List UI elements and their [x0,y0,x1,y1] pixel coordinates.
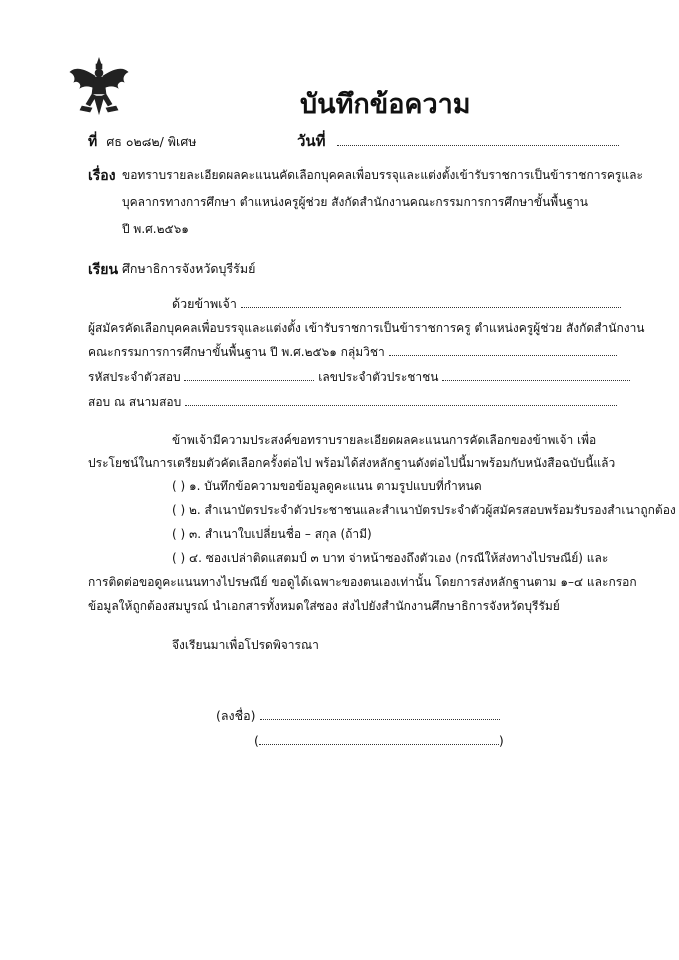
note-line-1: การติดต่อขอดูคะแนนทางไปรษณีย์ ขอดูได้เฉพาะของตนเองเท่านั้น โดยการส่งหลักฐานตาม ๑–๔ และกรอก [88,575,637,589]
subject-group-label: คณะกรรมการการศึกษาขั้นพื้นฐาน ปี พ.ศ.๒๕๖๑ กลุ่มวิชา [88,345,385,359]
body-line-2: ผู้สมัครคัดเลือกบุคคลเพื่อบรรจุและแต่งตั้ง เข้ารับราชการเป็นข้าราชการครู ตำแหน่งครูผู้ช่วย สังกัดสำนักงาน [88,321,645,335]
request-paragraph-1: ข้าพเจ้ามีความประสงค์ขอทราบรายละเอียดผลคะแนนการคัดเลือกของข้าพเจ้า เพื่อ [172,433,597,447]
body-line-5 [88,394,617,410]
applicant-intro-label: ด้วยข้าพเจ้า [172,296,237,311]
subject-line-1: ขอทราบรายละเอียดผลคะแนนคัดเลือกบุคคลเพื่อบรรจุและแต่งตั้งเข้ารับราชการเป็นข้าราชการครูและ [122,168,643,182]
request-paragraph-2: ประโยชน์ในการเตรียมตัวคัดเลือกครั้งต่อไป พร้อมได้ส่งหลักฐานดังต่อไปนี้มาพร้อมกับหนังสือฉบับนี้แล้ว [88,456,616,470]
citizen-id-label: เลขประจำตัวประชาชน [318,370,439,384]
signature-label: (ลงชื่อ) [216,708,256,723]
closing-text: จึงเรียนมาเพื่อโปรดพิจารณา [172,638,319,652]
open-paren: ( [254,733,259,748]
checklist-item: ( ) ๑. บันทึกข้อความขอข้อมูลดูคะแนน ตามรูปแบบที่กำหนด [172,479,482,493]
ref-row [88,131,197,153]
checklist-item: ( ) ๓. สำเนาใบเปลี่ยนชื่อ – สกุล (ถ้ามี) [172,527,372,541]
memo-title: บันทึกข้อความ [300,89,471,120]
signature-field [260,708,500,720]
close-paren: ) [498,733,504,748]
body-line-4 [88,369,630,385]
ref-label: ที่ [88,134,98,150]
exam-venue-field [185,394,617,406]
body-line-3 [88,344,617,360]
citizen-id-field [442,369,630,381]
date-field [337,134,619,146]
exam-id-field [184,369,314,381]
checklist-item: ( ) ๒. สำเนาบัตรประจำตัวประชาชนและสำเนาบัตรประจำตัวผู้สมัครสอบพร้อมรับรองสำเนาถูกต้อง [172,503,676,517]
ref-value: ศธ ๐๒๘๒/ พิเศษ [106,134,197,149]
date-row [297,129,619,153]
note-line-2: ข้อมูลให้ถูกต้องสมบูรณ์ นำเอกสารทั้งหมดใส่ซอง ส่งไปยังสำนักงานศึกษาธิการจังหวัดบุรีรัมย์ [88,599,560,613]
garuda-emblem-icon [68,56,130,116]
signature-row [216,708,500,724]
addressee-value: ศึกษาธิการจังหวัดบุรีรัมย์ [122,261,256,276]
addressee-label: เรียน [88,262,119,278]
printed-name-field [259,733,499,745]
body-line-1 [172,296,621,312]
subject-line-2: บุคลากรทางการศึกษา ตำแหน่งครูผู้ช่วย สังกัดสำนักงานคณะกรรมการการศึกษาขั้นพื้นฐาน [122,195,588,209]
subject-line-3: ปี พ.ศ.๒๕๖๑ [122,222,189,236]
exam-id-label: รหัสประจำตัวสอบ [88,370,181,384]
subject-label: เรื่อง [88,168,116,184]
exam-venue-label: สอบ ณ สนามสอบ [88,395,182,409]
checklist-item: ( ) ๔. ซองเปล่าติดแสตมป์ ๓ บาท จ่าหน้าซองถึงตัวเอง (กรณีให้ส่งทางไปรษณีย์) และ [172,551,609,565]
date-label: วันที่ [297,132,326,150]
printed-name-row [254,733,504,749]
subject-group-field [389,344,617,356]
applicant-name-field [241,296,621,308]
